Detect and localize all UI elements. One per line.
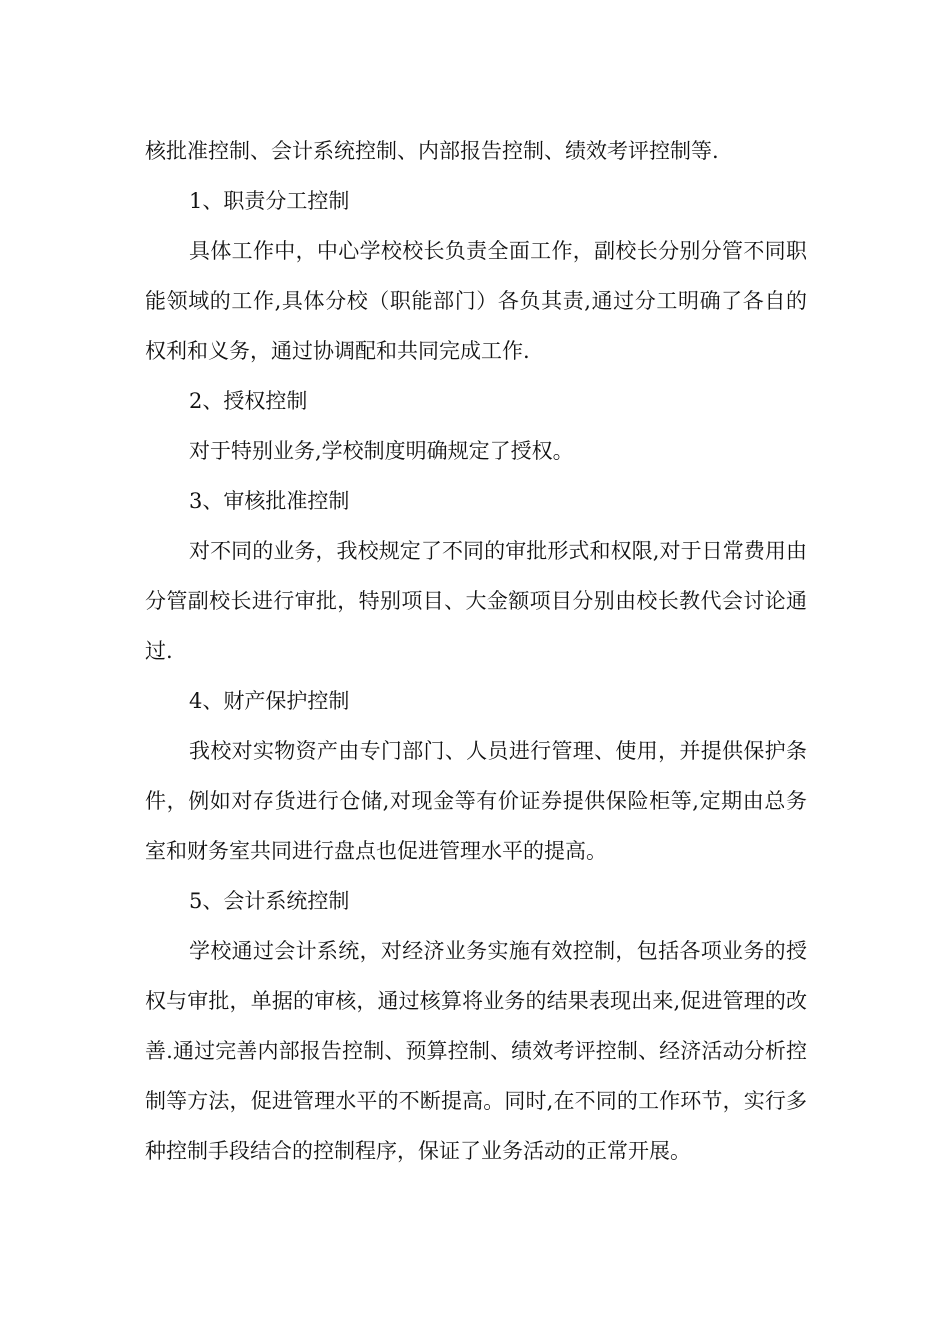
paragraph-property-protection: 我校对实物资产由专门部门、人员进行管理、使用，并提供保护条件，例如对存货进行仓储,对现金等有价证券提供保险柜等,定期由总务室和财务室共同进行盘点也促进管理水平的提高。	[145, 739, 807, 863]
section-heading-3: 3、审核批准控制	[189, 489, 350, 513]
section-heading-4: 4、财产保护控制	[189, 689, 350, 713]
section-heading-5: 5、会计系统控制	[189, 889, 350, 913]
paragraph-authorization: 对于特别业务,学校制度明确规定了授权。	[189, 439, 574, 463]
paragraph-duty-division: 具体工作中，中心学校校长负责全面工作，副校长分别分管不同职能领域的工作,具体分校（职能部门）各负其责,通过分工明确了各自的权利和义务，通过协调配和共同完成工作.	[145, 239, 807, 363]
paragraph-accounting-system: 学校通过会计系统，对经济业务实施有效控制，包括各项业务的授权与审批，单据的审核，通过核算将业务的结果表现出来,促进管理的改善.通过完善内部报告控制、预算控制、绩效考评控制、经济活动分析控制等方法，促进管理水平的不断提高。同时,在不同的工作环节，实行多种控制手段结合的控制程序，保证了业务活动的正常开展。	[145, 939, 807, 1163]
section-heading-2: 2、授权控制	[189, 389, 308, 413]
paragraph-continuation: 核批准控制、会计系统控制、内部报告控制、绩效考评控制等.	[145, 139, 719, 163]
section-heading-1: 1、职责分工控制	[189, 189, 350, 213]
document-body	[145, 126, 807, 1176]
paragraph-approval: 对不同的业务，我校规定了不同的审批形式和权限,对于日常费用由分管副校长进行审批，特别项目、大金额项目分别由校长教代会讨论通过.	[145, 539, 807, 663]
